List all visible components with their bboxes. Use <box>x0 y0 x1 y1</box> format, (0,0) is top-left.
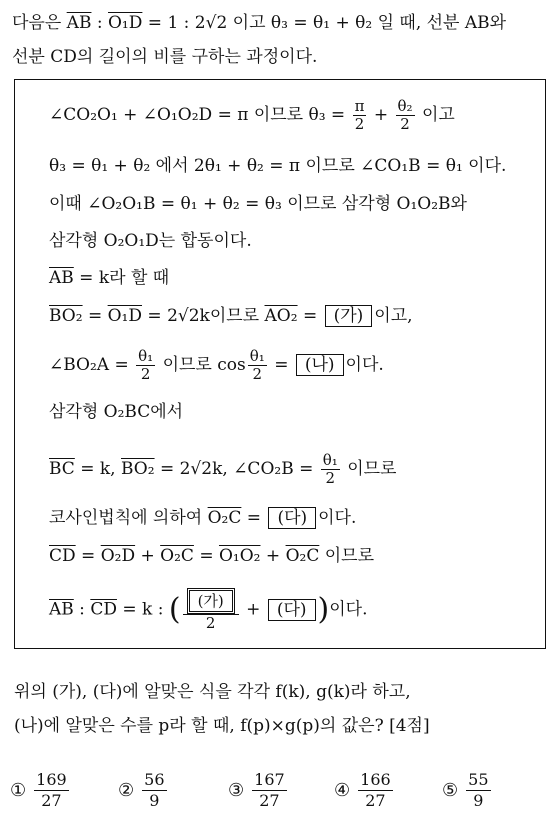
segment-o2c: O₂C <box>207 508 242 528</box>
segment-o1d: O₁D <box>107 306 143 326</box>
proof-text: 이고, <box>374 306 413 326</box>
frac-den: 2 <box>400 115 410 133</box>
problem-intro <box>12 6 552 74</box>
blank-ga: (가) <box>187 588 235 614</box>
frac-den: 2 <box>325 469 336 487</box>
frac-num: 166 <box>360 770 391 789</box>
intro-text: = 1 : 2√2 이고 θ₃ = θ₁ + θ₂ 일 때, 선분 AB와 <box>142 13 507 33</box>
proof-text: = <box>82 306 108 326</box>
segment-bo2: BO₂ <box>49 306 83 326</box>
choice-marker: ③ <box>228 780 245 801</box>
frac-num: π <box>354 97 365 115</box>
choice-fraction <box>358 770 393 811</box>
proof-line-8: 삼각형 O₂BC에서 <box>49 402 184 422</box>
segment-bo2: BO₂ <box>121 459 155 479</box>
fraction-pi-over-2 <box>353 98 367 133</box>
proof-text: 코사인법칙에 의하여 <box>49 508 208 528</box>
segment-ab: $\overline{AB}$ <box>49 268 74 288</box>
choice-fraction <box>34 770 69 811</box>
segment-o2d: O₂D <box>100 546 136 566</box>
intro-text: 다음은 <box>12 13 67 33</box>
frac-den: 9 <box>149 791 160 810</box>
proof-text: 이다. <box>345 355 384 375</box>
choice-fraction <box>252 770 287 811</box>
proof-line-1 <box>49 98 455 133</box>
proof-text: 이므로 <box>319 546 374 566</box>
proof-box <box>14 79 546 649</box>
proof-line-7 <box>49 348 384 383</box>
proof-text: 이다. <box>329 599 368 620</box>
segment-o1d: O₁D <box>108 13 143 33</box>
segment-o1o2: O₁O₂ <box>218 546 261 566</box>
fraction-theta1-over-2 <box>248 348 267 383</box>
frac-num: 169 <box>36 770 67 789</box>
question <box>14 675 550 743</box>
proof-line-10 <box>49 506 356 530</box>
proof-line-6 <box>49 304 413 328</box>
proof-line-4: 삼각형 O₂O₁D는 합동이다. <box>49 231 252 251</box>
frac-num: 56 <box>144 770 165 789</box>
choice-fraction <box>142 770 166 811</box>
proof-text: 이다. <box>318 508 357 528</box>
proof-text: + <box>368 105 394 125</box>
question-line-1: 위의 (가), (다)에 알맞은 식을 각각 f(k), g(k)라 하고, <box>14 682 411 702</box>
proof-text: = <box>268 355 294 375</box>
proof-text: 이므로 <box>341 459 397 479</box>
proof-text: = k, <box>74 459 121 479</box>
answer-choices <box>10 770 550 816</box>
proof-text: = k라 할 때 <box>73 268 170 288</box>
fraction-theta1-over-2 <box>321 452 340 487</box>
choice-4[interactable] <box>334 770 395 811</box>
frac-den: 27 <box>365 791 386 810</box>
choice-5[interactable] <box>442 770 493 811</box>
proof-line-12 <box>49 588 368 632</box>
intro-line-1 <box>12 6 552 40</box>
frac-num: θ₁ <box>138 347 154 365</box>
frac-den: 2 <box>354 115 365 133</box>
segment-cd: $\overline{CD}$ <box>90 599 117 620</box>
blank-da: (다) <box>268 599 316 621</box>
choice-2[interactable] <box>118 770 169 811</box>
segment-ab: $\overline{AB}$ <box>49 599 74 620</box>
frac-num: θ₂ <box>397 97 413 115</box>
proof-text: = k : <box>116 599 169 620</box>
choice-marker: ④ <box>334 780 351 801</box>
segment-ao2: AO₂ <box>264 306 298 326</box>
intro-line-2: 선분 CD의 길이의 비를 구하는 과정이다. <box>12 47 318 67</box>
blank-na: (나) <box>296 354 344 376</box>
frac-den: 27 <box>259 791 280 810</box>
fraction-theta1-over-2 <box>136 348 155 383</box>
left-paren: ( <box>168 592 181 627</box>
fraction-ga-over-2 <box>183 588 239 632</box>
proof-text: + <box>240 599 266 620</box>
frac-num: 55 <box>468 770 489 789</box>
fraction-theta2-over-2 <box>396 98 415 133</box>
choice-1[interactable] <box>10 770 71 811</box>
proof-text: = <box>297 306 323 326</box>
proof-line-3: 이때 ∠O₂O₁B = θ₁ + θ₂ = θ₃ 이므로 삼각형 O₁O₂B와 <box>49 194 467 214</box>
segment-bc: $\overline{BC}$ <box>49 459 75 479</box>
right-paren: ) <box>317 592 330 627</box>
frac-den: 2 <box>252 365 263 383</box>
frac-num: θ₁ <box>249 347 265 365</box>
proof-text: = <box>241 508 267 528</box>
segment-o2c: O₂C <box>285 546 320 566</box>
choice-marker: ② <box>118 780 135 801</box>
choice-fraction <box>466 770 490 811</box>
proof-line-5 <box>49 266 169 290</box>
proof-line-9 <box>49 452 396 487</box>
proof-line-2: θ₃ = θ₁ + θ₂ 에서 2θ₁ + θ₂ = π 이므로 ∠CO₁B = θ₁ 이다. <box>49 156 507 176</box>
segment-o2c: O₂C <box>160 546 194 566</box>
frac-den: 2 <box>205 614 216 632</box>
blank-da: (다) <box>268 507 316 529</box>
proof-text: ∠BO₂A = <box>49 355 135 375</box>
proof-text: ∠CO₂O₁ + ∠O₁O₂D = π 이므로 θ₃ = <box>49 105 351 125</box>
frac-den: 2 <box>140 365 151 383</box>
segment-ab: $\overline{AB}$ <box>66 13 92 33</box>
frac-den: 9 <box>473 791 484 810</box>
proof-text: = 2√2k, ∠CO₂B = <box>154 459 319 479</box>
frac-den: 27 <box>41 791 62 810</box>
choice-marker: ⑤ <box>442 780 459 801</box>
proof-text: : <box>73 599 91 620</box>
proof-text: 이고 <box>416 105 455 125</box>
proof-text: 이므로 cos <box>157 355 246 375</box>
segment-cd: $\overline{CD}$ <box>49 546 76 566</box>
choice-3[interactable] <box>228 770 289 811</box>
proof-text: = 2√2k이므로 <box>142 306 265 326</box>
choice-marker: ① <box>10 780 27 801</box>
blank-ga: (가) <box>325 305 373 327</box>
frac-num: θ₁ <box>322 451 338 469</box>
frac-num: 167 <box>254 770 285 789</box>
question-line-2: (나)에 알맞은 수를 p라 할 때, f(p)×g(p)의 값은? [4점] <box>14 716 430 736</box>
proof-line-11: $\overline{CD} = O_2D + O_2C = O_1O_2 + O_2C$ 이므로 <box>49 546 374 566</box>
intro-text: : <box>91 13 108 33</box>
